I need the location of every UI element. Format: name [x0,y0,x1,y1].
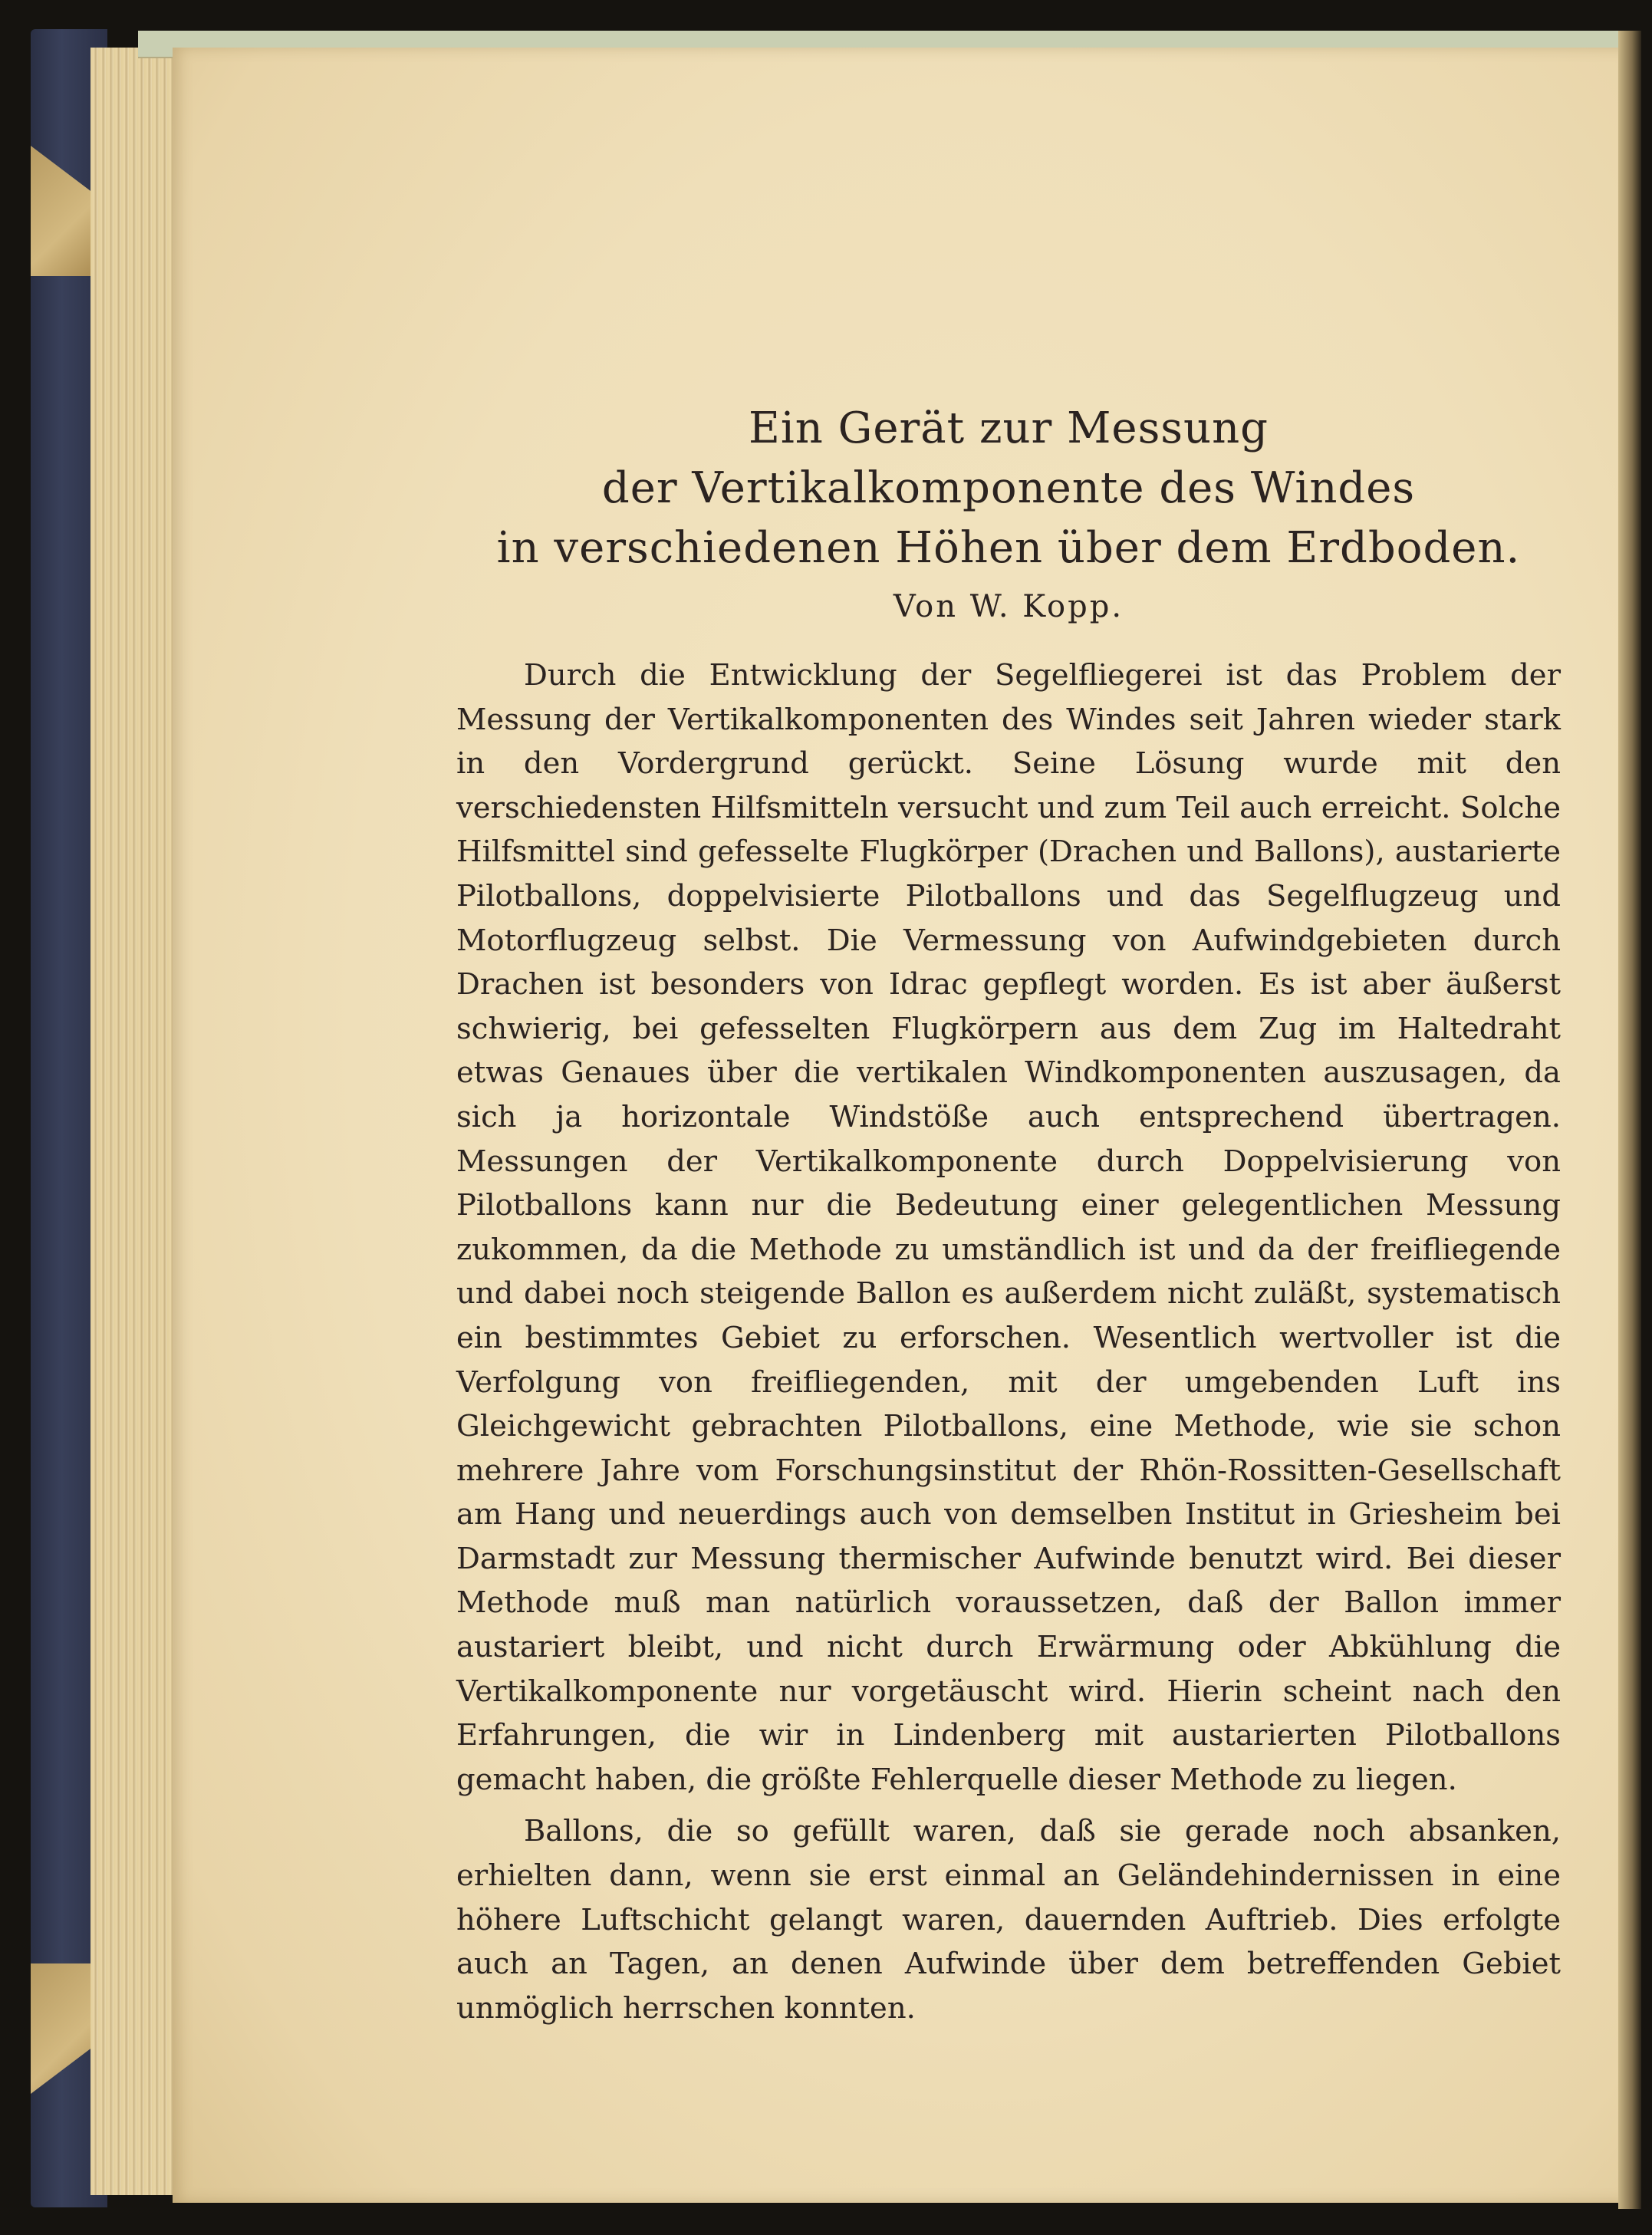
page-right-edge [1618,31,1641,2209]
paragraph-text: Durch die Entwicklung der Segelfliegerei ist das Problem der Messung der Vertikalkomponenten des Windes seit Jahren wieder stark in den Vordergrund gerückt. Seine Lösung wurde mit den verschiedensten Hilfsmitteln versucht und zum Teil auch erreicht. Solche Hilfsmittel sind gefesselte Flugkörper (Drachen und Ballons), austarierte Pilotballons, doppelvisierte Pilotballons und das Segelflugzeug und Motorflugzeug selbst. Die Vermessung von Aufwindgebieten durch Drachen ist besonders von Idrac gepflegt worden. Es ist aber äußerst schwierig, bei gefesselten Flugkörpern aus dem Zug im Haltedraht etwas Genaues über die vertikalen Windkomponenten auszusagen, da sich ja horizontale Windstöße auch entsprechend übertragen. Messungen der Vertikalkomponente durch Doppelvisierung von Pilotballons kann nur die Bedeutung einer gelegentlichen Messung zukommen, da die Methode zu umständlich ist und da der freifliegende und dabei noch steigende Ballon es außerdem nicht zuläßt, systematisch ein bestimmtes Gebiet zu erforschen. Wesentlich wertvoller ist die Verfolgung von freifliegenden, mit der umgebenden Luft ins Gleichgewicht gebrachten Pilotballons, eine Methode, wie sie schon mehrere Jahre vom Forschungsinstitut der Rhön-Rossitten-Gesellschaft am Hang und neuerdings auch von demselben Institut in Griesheim bei Darmstadt zur Messung thermischer Aufwinde benutzt wird. Bei dieser Methode muß man natürlich voraussetzen, daß der Ballon immer austariert bleibt, und nicht durch Erwärmung oder Abkühlung die Vertikalkomponente nur vorgetäuscht wird. Hierin scheint nach den Erfahrungen, die wir in Lindenberg mit austarierten Pilotballons gemacht haben, die größte Fehlerquelle dieser Methode zu liegen. [456,658,1561,1797]
body-paragraph [456,653,1561,1802]
paragraph-text: Ballons, die so gefüllt waren, daß sie gerade noch absanken, erhielten dann, wenn sie erst einmal an Geländehindernissen in eine höhere Luftschicht gelangt waren, dauernden Auftrieb. Dies erfolgte auch an Tagen, an denen Aufwinde über dem betreffenden Gebiet unmöglich herrschen konnten. [456,1814,1561,2026]
title-line: Ein Gerät zur Messung [748,403,1269,453]
article-title [456,399,1561,578]
body-paragraph [456,1809,1561,2030]
title-line: der Vertikalkomponente des Windes [601,463,1416,513]
article [456,399,1561,2030]
title-line: in verschiedenen Höhen über dem Erdboden. [496,523,1521,573]
author-byline: Von W. Kopp. [893,589,1124,624]
